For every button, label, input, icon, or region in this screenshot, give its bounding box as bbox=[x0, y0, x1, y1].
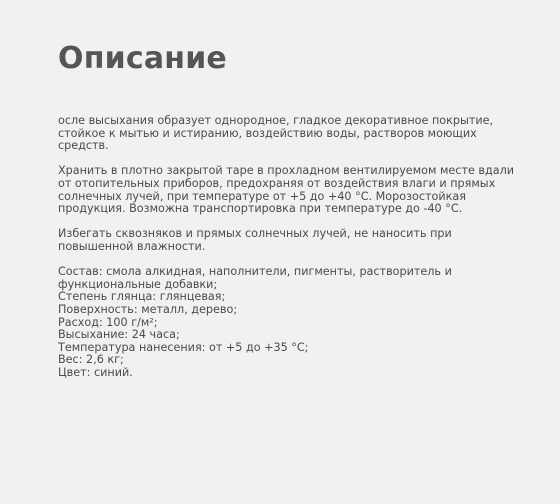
description-content bbox=[58, 115, 523, 379]
application-warning-paragraph: Избегать сквозняков и прямых солнечных лучей, не наносить при повышенной влажности. bbox=[58, 227, 452, 253]
page-title: Описание bbox=[58, 41, 227, 76]
spec-drying: Высыхание: 24 часа; bbox=[58, 328, 180, 342]
spec-list bbox=[58, 266, 523, 379]
storage-paragraph: Хранить в плотно закрытой таре в прохладном вентилируемом месте вдали от отопительных приборов, предохраняя от воздействия влаги и прямых солнечных лучей, при температуре от +5 до +40 °С. Морозостойкая продукция. Возможна транспортировка при температуре до -40 °С. bbox=[58, 164, 515, 216]
spec-gloss: Степень глянца: глянцевая; bbox=[58, 290, 226, 304]
spec-consumption: Расход: 100 г/м²; bbox=[58, 315, 158, 329]
spec-weight: Вес: 2,6 кг; bbox=[58, 353, 124, 367]
spec-application-temperature: Температура нанесения: от +5 до +35 °С; bbox=[58, 340, 309, 354]
description-paragraph: осле высыхания образует однородное, гладкое декоративное покрытие, стойкое к мытью и истиранию, воздействию воды, растворов моющих средств. bbox=[58, 114, 494, 153]
spec-composition: Состав: смола алкидная, наполнители, пигменты, растворитель и функциональные добавки; bbox=[58, 265, 452, 291]
spec-color: Цвет: синий. bbox=[58, 365, 133, 379]
spec-surface: Поверхность: металл, дерево; bbox=[58, 302, 238, 316]
